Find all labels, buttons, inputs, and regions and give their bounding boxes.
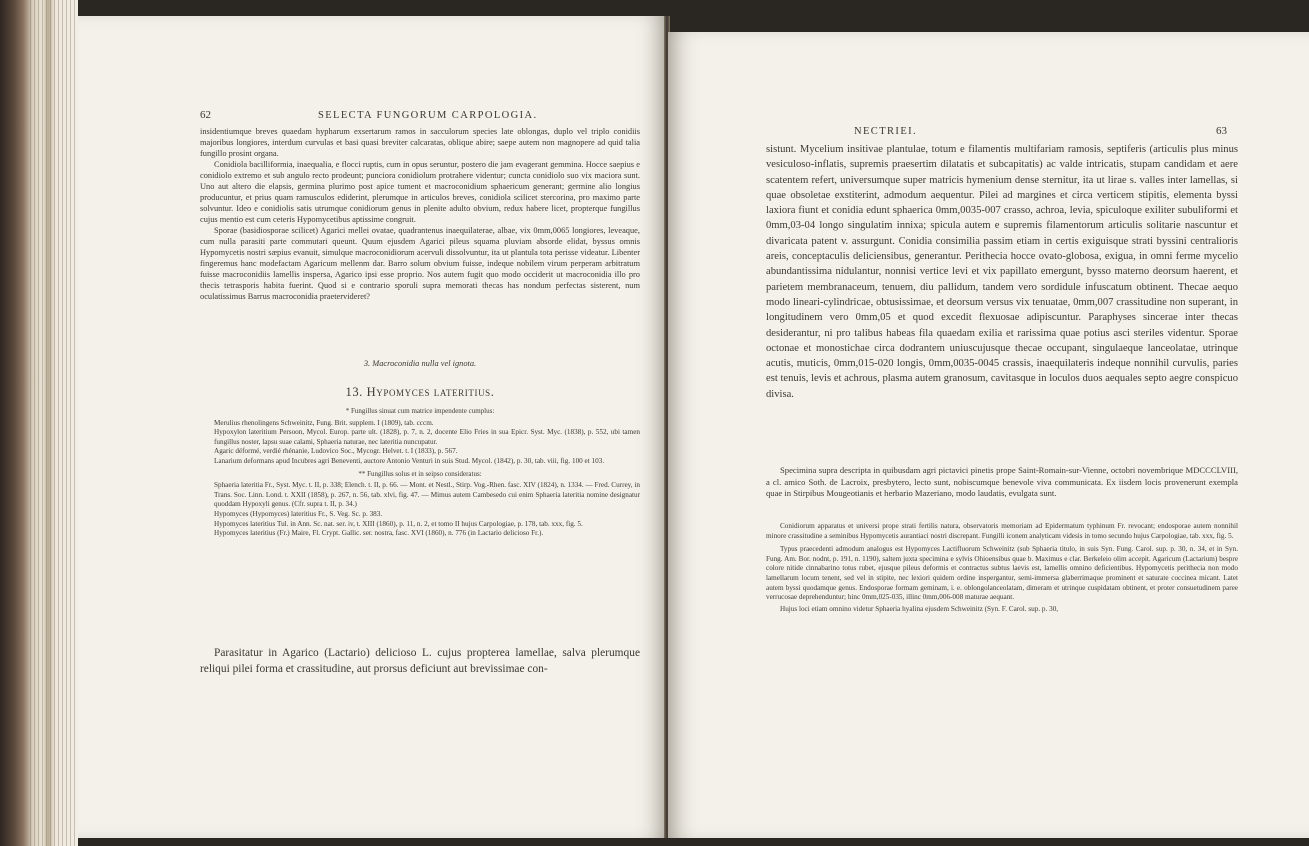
- synonymy-block: [200, 404, 640, 539]
- left-closing-paragraph: [200, 646, 640, 677]
- page-number-left: 62: [200, 109, 211, 121]
- section-heading: 13. Hypomyces lateritius.: [345, 385, 495, 399]
- running-head-left: SELECTA FUNGORUM CARPOLOGIA.: [318, 110, 538, 121]
- book-spine-edge: [0, 0, 78, 846]
- synonym-entry: Lanarium deformans apud Incubres agri Beneventi, auctore Antonio Venturi in suis Stud. Mycol. (1842), p. 30, tab. viii, fig. 100 et 103.: [214, 456, 605, 465]
- synonym-entry: Hypomyces (Hypomyces) lateritius Fr., S. Veg. Sc. p. 383.: [214, 509, 383, 518]
- right-paragraph-1: sistunt. Mycelium insitivae plantulae, totum e filamentis multifariam ramosis, septiferis (articulis plus minus vesiculoso-inflatis, supremis praesertim dilatatis et subcapitatis) ac valde intricatis, stupam candidam et aere scatentem refert, universumque super matricis hymenium dense sternitur, ita ut lirae s. valles inter lamellas, si quae obsoletae exstiterint, admodum aequentur. Pilei ad margines et circa verticem stipitis, elementa byssi laxiora fiunt et conidia edunt sphaerica 0mm,0035-007 crasso, achroa, levia, spiculoque exiliter subuliformi et 0mm,03-04 longo singulatim innixa; spicula autem e supremis filamentorum articulis solitarie nascuntur et divaricata patent v. assurgunt. Conidia consimilia passim etiam in certis exiguisque strati byssini centralioris areis, conceptaculis deliciensibus, generantur. Perithecia hocce ovato-globosa, exigua, in omni ferme mycelio abundantissima nidulantur, nonnisi vertice levi et vix papillato emergunt, bysso materno deorsum haerent, et parietem membranaceum, tenuem, diu pallidum, tandem vero sordidule infuscatum obtinent. Thecae aequo modo lineari-cylindricae, obtusissimae, et deorsum versus vix tenuatae, 0mm,007 crassitudine non superant, in longitudinem vero 0mm,05 et quod excedit flexuosae adipiscuntur. Paraphyses sincerae inter thecas desiderantur, ni pro talibus habeas fila quaedam exilia et rarissima quae potius asci steriles videntur. Sporae octonae et monostichae circa dodrantem uniuscujusque thecae occupant, singulaeque lanceolatae, utrinque acutis, muticis, 0mm,015-020 longis, 0mm,0035-0045 crassis, inaequilateris indeque nonnihil curvulis, paries est tenuis, levis et achrous, plasma autem granosum, cavitasque in loculos duos aequales septo aegre conspicuo divisa.: [766, 144, 1238, 400]
- figure-caption: 3. Macroconidia nulla vel ignota.: [363, 359, 477, 368]
- left-paragraph-3: Sporae (basidiosporae scilicet) Agarici mellei ovatae, quadrantenus inaequilaterae, albae, vix 0mm,0065 longiores, leveaque, cum nulla parasiti parte commutari queunt. Quum ejusdem Agarici pileus squama pluviam absorde elidat, byssus omnis Hypomycetis nostri sæpius evanuit, simulque macroconidiorum acervuli dissolvuntur, ita ut plantula tota perisse videatur. Libenter fingeremus hanc modefactam Agaricum mellenm dar. Barro solum obvium fuisse, indeque nobilem virum perperam arbitratum fuisse macroconidiis lamellis inspersa, Agarico ipsi esse proprio. Nos autem fugit quo modo occiderit ut macroconidia illo pro thecis tetrasporis habita fuerint. Quod si e contrario sporuli supra memorati thecas has nondum perfectas sisterent, num oculatissimus Barrus macroconidia praetervideret?: [200, 226, 640, 301]
- right-page: [668, 32, 1309, 838]
- small-paragraph-3: Hujus loci etiam omnino videtur Sphaeria hyalina ejusdem Schweinitz (Syn. F. Carol. sup. p. 30,: [780, 604, 1059, 613]
- right-small-print: [766, 522, 1238, 614]
- left-paragraph-2: Conidiola bacilliformia, inaequalia, e flocci ruptis, cum in opus seruntur, postero die jam evagerant gemmina. Hocce saepius e conidiolo extremo et sub angulo recto prodeunt; punciora conidiolum protrahere videntur; cuncta conidiolo suo vix maciora sunt. Uno aut altero die elapsis, germina plurimo post apice tument et macroconidium sphaericum generant; germine alio longius producuntur, et prius quam ramusculos ediderint, plerumque in articulos breves, conidiola scilicet stercorinа, pro maximo parte solvuntur. Ideo e conidiolis satis utrumque conidiorum genus in plenite adulto obvium, redux habere licet, propterque fungillus cujus mentio est cum ceteris Hypomycetibus aptissime congruit.: [200, 160, 640, 224]
- left-body: [200, 126, 640, 302]
- small-paragraph-2: Typus praecedenti admodum analogus est Hypomyces Lactifluorum Schweinitz (sub Sphaeria titulo, in suis Syn. Fung. Carol. sup. p. 30, n. 34, et in Syn. Fung. Am. Bor. nodnt, p. 191, n. 1190), saltem juxta specimina e sylvis Ohioensibus quae b. Maximus e clar. Berkeleio olim accepit. Agaricum (Lactarium) bespre colore nitide cinnabarino totus rubet, ejusque pileus deformis et contractus subtus laevis est, lamellis omnino deficientibus. Hypomycetis perithecia non modo lamellarum locum tenent, sed vel in stipite, nec lexiori quidem ordine inspergantur, semi-immersa glaberrimaque prominent et saturate coccinea micant. Latet autem byssi quodamque genus. Endosporae formam geminam, i. e. oblongolanceolatam, dimeram et utrinque cuspidatam obtinent, et proter consuetudinem paree verrucosae deprehenduntur; hinc 0mm,025-035, illinc 0mm,006-008 maturae aequant.: [766, 545, 1238, 602]
- synonym-entry: Merulius rhenolingens Schweinitz, Fung. Brit. supplem. I (1809), tab. cccm.: [214, 418, 434, 427]
- small-paragraph-1: Conidiorum apparatus et universi prope strati fertilis natura, observatoris memoriam ad Epidermatum typhinum Fr. revocant; endosporae autem nonnihil minore crassitudine a seminibus Hypomycetis aurantiaci nostri discrepant. Fungilli iconem analyticam videsis in tomo secundo hujus Carpologiae, tab. xxx, fig. 5.: [766, 522, 1238, 540]
- synonym-entry: Hypomyces lateritius Tul. in Ann. Sc. nat. ser. iv, t. XIII (1860), p. 11, n. 2, et tomo II hujus Carpologiae, p. 178, tab. xxx, fig. 5.: [214, 519, 583, 528]
- running-head-right: NECTRIEI.: [854, 126, 918, 137]
- synonym-entry: Hypomyces lateritius (Fr.) Maire, Fl. Crypt. Gallic. ser. nostra, fasc. XVI (1860), n. 776 (in Lactario delicioso Fr.).: [214, 529, 544, 538]
- synonym-entry: Agaric déformé, verdié rhénanie, Ludovico Soc., Mycogr. Helvet. t. I (1833), p. 567.: [214, 447, 458, 456]
- synonymy-list-2: [200, 481, 640, 539]
- right-body: [766, 142, 1238, 402]
- synonym-entry: Sphaeria lateritia Fr., Syst. Myc. t. II, p. 338; Elench. t. II, p. 66. — Mont. et Nestl., Stirp. Vog.-Rhen. fasc. XIV (1824), n. 1334. — Fred. Currey, in Trans. Soc. Linn. Lond. t. XXII (1858), p. 267, n. 56, tab. xlvi, fig. 47. — Mimus autem Cambesedo cui enim Sphaeria lateritia nomine designatur quoddam Hypoxyli genus. (Cfr. supra t. II, p. 34.): [214, 481, 640, 509]
- left-page: [78, 16, 666, 838]
- left-paragraph-1: insidentiumque breves quaedam hypharum exsertarum ramos in sacculorum species late oblongas, duplo vel triplo conidiis majoribus longiores, interdum curvulas et basi quasi breviter calcaratas, oblique abire; saepe autem non magnoperе ad quid talia fungillo prosint organa.: [200, 127, 640, 158]
- synonymy-subhead-2: ** Fungillus solus et in seipso consideratus:: [358, 469, 482, 478]
- synonym-entry: Hypoxylon lateritium Persoon, Mycol. Europ. parte ult. (1828), p. 7, n. 2, docente Elio Fries in sua Epicr. Syst. Myc. (1838), p. 552, ubi tamen fungillus noster, lapsu suae calami, Sphaeria naturae, nec lateritia nuncupatur.: [214, 428, 640, 446]
- specimen-paragraph: Specimina supra descripta in quibusdam agri pictavici pinetis prope Saint-Romain-sur-Vienne, octobri novembrique MDCCCLVIII, a cl. amico Soth. de Lacroix, presbytero, lecto sunt, nobiscumque benevole viva communicata. Ex iisdem locis provenerunt exempla quae in Stirpibus Mougeotianis et herbario Mazeriano, modo laudatis, evulgata sunt.: [766, 465, 1238, 498]
- synonymy-subhead-1: * Fungillus sinuat cum matrice impendente cumplus:: [345, 407, 495, 415]
- page-number-right: 63: [1216, 125, 1227, 137]
- synonymy-list-1: [200, 419, 640, 467]
- specimen-note: [766, 465, 1238, 500]
- closing-paragraph: Parasitatur in Agarico (Lactario) delicioso L. cujus propterea lamellae, salva plerumque reliqui pilei forma et crassitudine, aut prorsus deficiunt aut brevissimae con-: [200, 647, 640, 675]
